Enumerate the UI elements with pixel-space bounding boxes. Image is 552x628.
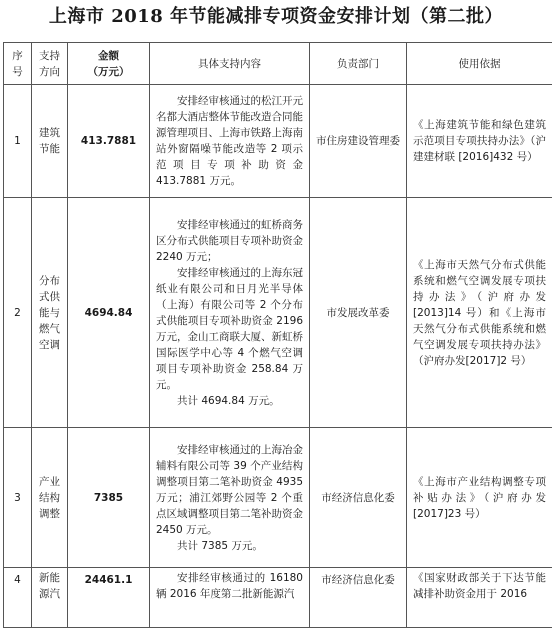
direction-line: 能与 xyxy=(32,305,67,321)
header-idx-line1: 序 xyxy=(4,48,31,64)
row-direction xyxy=(32,428,68,568)
row-direction xyxy=(32,85,68,198)
row-amount: 24461.1 xyxy=(68,568,150,628)
header-department: 负责部门 xyxy=(310,43,407,85)
header-amount-line1: 金额 xyxy=(68,48,149,64)
page-title: 上海市 2018 年节能减排专项资金安排计划（第二批） xyxy=(0,3,552,31)
content-total: 共计 4694.84 万元。 xyxy=(156,393,303,409)
row-department: 市经济信息化委 xyxy=(310,428,407,568)
row-basis xyxy=(407,568,552,628)
funding-table xyxy=(3,42,552,628)
direction-line: 燃气 xyxy=(32,321,67,337)
header-direction-line1: 支持 xyxy=(32,48,67,64)
direction-line: 空调 xyxy=(32,337,67,353)
content-paragraph: 安排经审核通过的虹桥商务区分布式供能项目专项补助资金 2240 万元； xyxy=(156,217,303,265)
direction-line: 新能 xyxy=(32,570,67,586)
direction-line: 分布 xyxy=(32,273,67,289)
basis-text: 《上海市天然气分布式供能系统和燃气空调发展专项扶持办法》（沪府办发[2013]14 号）和《上海市天然气分布式供能系统和燃气空调发展专项扶持办法》（沪府办发[2017]2 号） xyxy=(413,257,546,369)
header-idx-line2: 号 xyxy=(4,64,31,80)
row-basis xyxy=(407,428,552,568)
basis-text: 《上海建筑节能和绿色建筑示范项目专项扶持办法》（沪建建材联 [2016]432 号） xyxy=(413,117,546,165)
table-header-row xyxy=(4,43,552,85)
row-index: 2 xyxy=(4,198,32,428)
row-index: 3 xyxy=(4,428,32,568)
header-direction xyxy=(32,43,68,85)
content-paragraph: 安排经审核通过的松江开元名都大酒店整体节能改造合同能源管理项目、上海市铁路上海南站外窗隔噪节能改造等 2 项示范项目专项补助资金 413.7881 万元。 xyxy=(156,93,303,189)
row-department: 市住房建设管理委 xyxy=(310,85,407,198)
row-amount: 4694.84 xyxy=(68,198,150,428)
direction-line: 产业 xyxy=(32,474,67,490)
row-basis xyxy=(407,85,552,198)
content-paragraph: 安排经审核通过的 16180 辆 2016 年度第二批新能源汽 xyxy=(156,570,303,602)
row-basis xyxy=(407,198,552,428)
table-row xyxy=(4,428,552,568)
basis-text: 《上海市产业结构调整专项补贴办法》（沪府办发[2017]23 号） xyxy=(413,474,546,522)
row-amount: 7385 xyxy=(68,428,150,568)
direction-line: 建筑 xyxy=(32,125,67,141)
row-direction xyxy=(32,568,68,628)
header-direction-line2: 方向 xyxy=(32,64,67,80)
direction-line: 式供 xyxy=(32,289,67,305)
header-amount-line2: （万元） xyxy=(68,64,149,80)
row-index: 4 xyxy=(4,568,32,628)
content-paragraph: 安排经审核通过的上海冶金辅料有限公司等 39 个产业结构调整项目第二笔补助资金 4935 万元；浦江郊野公园等 2 个重点区域调整项目第二笔补助资金 2450 万元。 xyxy=(156,442,303,538)
header-idx xyxy=(4,43,32,85)
row-amount: 413.7881 xyxy=(68,85,150,198)
direction-line: 结构 xyxy=(32,490,67,506)
direction-line: 源汽 xyxy=(32,586,67,602)
content-paragraph: 安排经审核通过的上海东冠纸业有限公司和日月光半导体（上海）有限公司等 2 个分布式供能项目专项补助资金 2196 万元，金山工商联大厦、新虹桥国际医学中心等 4 个燃气空调项目专项补助资金 258.84 万元。 xyxy=(156,265,303,393)
row-content xyxy=(150,428,310,568)
table-row xyxy=(4,568,552,628)
row-content xyxy=(150,198,310,428)
header-amount xyxy=(68,43,150,85)
direction-line: 调整 xyxy=(32,506,67,522)
basis-text: 《国家财政部关于下达节能减排补助资金用于 2016 xyxy=(413,570,546,602)
row-content xyxy=(150,85,310,198)
row-content xyxy=(150,568,310,628)
header-basis: 使用依据 xyxy=(407,43,552,85)
row-department: 市经济信息化委 xyxy=(310,568,407,628)
table-row xyxy=(4,198,552,428)
content-total: 共计 7385 万元。 xyxy=(156,538,303,554)
header-content: 具体支持内容 xyxy=(150,43,310,85)
direction-line: 节能 xyxy=(32,141,67,157)
row-department: 市发展改革委 xyxy=(310,198,407,428)
table-row xyxy=(4,85,552,198)
row-direction xyxy=(32,198,68,428)
row-index: 1 xyxy=(4,85,32,198)
